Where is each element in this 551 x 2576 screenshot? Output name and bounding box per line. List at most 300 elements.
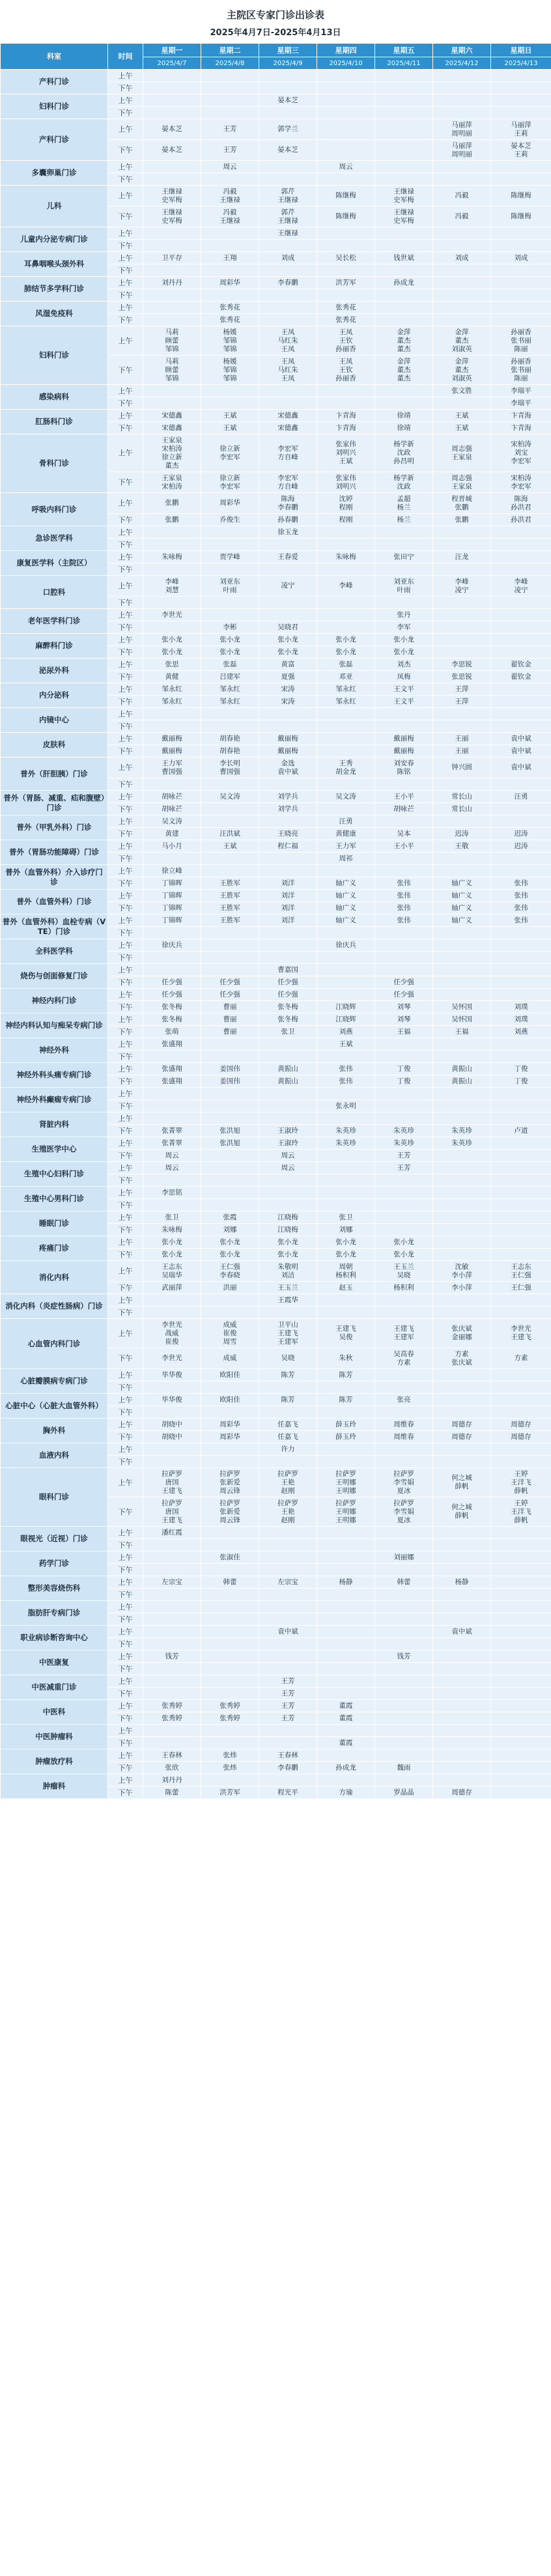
doctor-cell [375, 563, 433, 576]
doctor-cell: 朱咏梅 [143, 551, 201, 563]
doctor-cell [491, 1675, 551, 1688]
period-afternoon: 下午 [108, 1199, 143, 1211]
department-name: 肾脏内科 [1, 1112, 108, 1137]
doctor-cell [433, 1539, 491, 1551]
doctor-cell: 黄富 [259, 658, 317, 671]
doctor-cell [317, 119, 375, 140]
doctor-cell [201, 964, 259, 976]
doctor-cell: 王小平 [375, 840, 433, 853]
doctor-cell [143, 264, 201, 277]
doctor-cell [491, 609, 551, 621]
doctor-cell: 王春林 [143, 1749, 201, 1762]
period-morning: 上午 [108, 791, 143, 803]
doctor-cell [491, 720, 551, 733]
doctor-cell: 张秀婷 [143, 1700, 201, 1712]
doctor-cell: 孙成龙 [317, 1762, 375, 1774]
doctor-cell: 拉萨罗 王明娜 王明娜 [317, 1468, 375, 1497]
doctor-cell: 黄振山 [433, 1063, 491, 1075]
header-department: 科室 [1, 44, 108, 70]
period-afternoon: 下午 [108, 107, 143, 119]
doctor-cell [143, 1539, 201, 1551]
period-afternoon: 下午 [108, 1249, 143, 1261]
department-name: 心血管内科门诊 [1, 1319, 108, 1369]
doctor-cell: 李军 [375, 621, 433, 634]
doctor-cell [491, 803, 551, 815]
doctor-cell [201, 94, 259, 107]
doctor-cell [375, 397, 433, 410]
doctor-cell: 朱英珍 [317, 1125, 375, 1137]
doctor-cell [143, 240, 201, 252]
doctor-cell: 姜国伟 [201, 1063, 259, 1075]
period-afternoon: 下午 [108, 1051, 143, 1063]
department-name: 妇科门诊 [1, 94, 108, 119]
doctor-cell: 王仁强 [491, 1282, 551, 1294]
doctor-cell [201, 1539, 259, 1551]
doctor-cell: 袁中斌 [259, 1626, 317, 1638]
doctor-cell: 吴怀国 [433, 1001, 491, 1013]
doctor-cell: 王斌 [433, 422, 491, 434]
header-weekday: 星期二 [201, 44, 259, 57]
doctor-cell: 王霞华 [259, 1294, 317, 1307]
doctor-cell [201, 597, 259, 609]
doctor-cell: 贾学峰 [201, 551, 259, 563]
doctor-cell [433, 1663, 491, 1675]
schedule-row [1, 1038, 551, 1051]
doctor-cell [433, 815, 491, 828]
period-morning: 上午 [108, 434, 143, 472]
schedule-row [1, 1443, 551, 1456]
period-afternoon: 下午 [108, 563, 143, 576]
doctor-cell [375, 865, 433, 877]
period-afternoon: 下午 [108, 472, 143, 493]
doctor-cell [491, 1774, 551, 1787]
period-morning: 上午 [108, 757, 143, 778]
doctor-cell: 黄健康 [317, 828, 375, 840]
doctor-cell: 周德存 [433, 1787, 491, 1799]
doctor-cell: 周云 [259, 1162, 317, 1174]
doctor-cell [491, 1150, 551, 1162]
department-name: 普外（血管外科）门诊 [1, 890, 108, 914]
doctor-cell [375, 1211, 433, 1224]
doctor-cell [143, 314, 201, 326]
doctor-cell [491, 1712, 551, 1725]
schedule-row [1, 94, 551, 107]
doctor-cell [433, 1551, 491, 1564]
doctor-cell: 轴广义 [433, 902, 491, 914]
doctor-cell [491, 815, 551, 828]
doctor-cell: 吕建军 [201, 671, 259, 683]
doctor-cell: 张思 [143, 658, 201, 671]
doctor-cell [375, 927, 433, 939]
doctor-cell: 张洪旭 [201, 1137, 259, 1150]
doctor-cell [259, 708, 317, 720]
doctor-cell: 袁中斌 [491, 733, 551, 745]
doctor-cell [317, 1650, 375, 1663]
doctor-cell [317, 1088, 375, 1100]
schedule-row [1, 1369, 551, 1381]
doctor-cell: 孙洪君 [491, 514, 551, 526]
doctor-cell [491, 865, 551, 877]
doctor-cell [491, 1613, 551, 1626]
schedule-row [1, 526, 551, 539]
doctor-cell: 周彩华 [201, 1431, 259, 1443]
period-afternoon: 下午 [108, 1638, 143, 1650]
doctor-cell [259, 815, 317, 828]
doctor-cell [259, 952, 317, 964]
doctor-cell: 张冬梅 [143, 1013, 201, 1026]
doctor-cell [143, 1551, 201, 1564]
doctor-cell [491, 1601, 551, 1613]
doctor-cell: 丁锦晖 [143, 890, 201, 902]
doctor-cell: 宋德鑫 [259, 422, 317, 434]
doctor-cell: 黄建 [143, 828, 201, 840]
doctor-cell [491, 314, 551, 326]
doctor-cell [143, 1294, 201, 1307]
doctor-cell [201, 1638, 259, 1650]
doctor-cell [143, 1174, 201, 1187]
doctor-cell [143, 1406, 201, 1419]
doctor-cell [375, 1774, 433, 1787]
doctor-cell: 左宗宝 [143, 1576, 201, 1589]
period-afternoon: 下午 [108, 1431, 143, 1443]
doctor-cell [491, 778, 551, 791]
doctor-cell: 邹永红 [201, 683, 259, 696]
period-morning: 上午 [108, 1468, 143, 1497]
doctor-cell [259, 1650, 317, 1663]
department-name: 神经内科认知与痴呆专病门诊 [1, 1013, 108, 1038]
schedule-row [1, 551, 551, 563]
header-date: 2025/4/10 [317, 57, 375, 70]
period-afternoon: 下午 [108, 1406, 143, 1419]
period-afternoon: 下午 [108, 289, 143, 302]
period-morning: 上午 [108, 1187, 143, 1199]
doctor-cell: 李宏军 方自峰 [259, 472, 317, 493]
doctor-cell: 周彩华 [201, 277, 259, 289]
schedule-row [1, 227, 551, 240]
doctor-cell [317, 70, 375, 82]
doctor-cell: 张秀花 [317, 302, 375, 314]
doctor-cell [375, 240, 433, 252]
doctor-cell: 朱英珍 [433, 1125, 491, 1137]
doctor-cell: 张洪旭 [201, 1125, 259, 1137]
doctor-cell: 曹丽 [201, 1026, 259, 1038]
doctor-cell [491, 1236, 551, 1249]
doctor-cell [317, 1112, 375, 1125]
period-afternoon: 下午 [108, 1026, 143, 1038]
doctor-cell: 戴丽梅 [375, 733, 433, 745]
doctor-cell [433, 708, 491, 720]
doctor-cell: 吴高春 方素 [375, 1348, 433, 1369]
period-afternoon: 下午 [108, 671, 143, 683]
doctor-cell: 张秀婷 [201, 1712, 259, 1725]
department-name: 产科门诊 [1, 119, 108, 161]
doctor-cell [375, 1675, 433, 1688]
doctor-cell: 金萍 董杰 刘淑英 [433, 326, 491, 356]
department-name: 中医康复 [1, 1650, 108, 1675]
doctor-cell: 张小龙 [201, 1236, 259, 1249]
doctor-cell [433, 1527, 491, 1539]
doctor-cell [201, 227, 259, 240]
period-afternoon: 下午 [108, 1174, 143, 1187]
period-afternoon: 下午 [108, 597, 143, 609]
header-date: 2025/4/11 [375, 57, 433, 70]
doctor-cell [491, 1564, 551, 1576]
department-name: 心脏瓣膜病专病门诊 [1, 1369, 108, 1394]
doctor-cell: 张秀花 [317, 314, 375, 326]
doctor-cell [259, 1725, 317, 1737]
doctor-cell [375, 1712, 433, 1725]
doctor-cell: 刘丹丹 [143, 277, 201, 289]
doctor-cell [433, 526, 491, 539]
doctor-cell: 拉萨罗 王艳 赵刚 [259, 1468, 317, 1497]
doctor-cell [433, 1737, 491, 1749]
doctor-cell [201, 173, 259, 186]
doctor-cell [491, 277, 551, 289]
doctor-cell: 拉萨罗 张新爱 周云锋 [201, 1468, 259, 1497]
doctor-cell [201, 720, 259, 733]
doctor-cell: 胡晓中 [143, 1419, 201, 1431]
doctor-cell [433, 1088, 491, 1100]
schedule-row [1, 609, 551, 621]
doctor-cell [491, 94, 551, 107]
doctor-cell [433, 1150, 491, 1162]
period-morning: 上午 [108, 1443, 143, 1456]
doctor-cell [375, 815, 433, 828]
schedule-row [1, 1394, 551, 1406]
period-morning: 上午 [108, 865, 143, 877]
period-morning: 上午 [108, 1013, 143, 1026]
period-morning: 上午 [108, 1369, 143, 1381]
period-afternoon: 下午 [108, 621, 143, 634]
period-morning: 上午 [108, 493, 143, 514]
doctor-cell: 轴广义 [317, 890, 375, 902]
period-morning: 上午 [108, 161, 143, 173]
doctor-cell [375, 1527, 433, 1539]
period-morning: 上午 [108, 1112, 143, 1125]
doctor-cell: 张小龙 [317, 646, 375, 658]
doctor-cell [143, 227, 201, 240]
doctor-cell [491, 1539, 551, 1551]
doctor-cell: 李小萍 [433, 1282, 491, 1294]
period-afternoon: 下午 [108, 927, 143, 939]
doctor-cell: 董霞 [317, 1737, 375, 1749]
period-morning: 上午 [108, 1261, 143, 1282]
period-afternoon: 下午 [108, 1539, 143, 1551]
doctor-cell [433, 1406, 491, 1419]
doctor-cell [433, 621, 491, 634]
doctor-cell [317, 1675, 375, 1688]
doctor-cell: 袁中斌 [433, 1626, 491, 1638]
doctor-cell: 王建飞 吴俊 [317, 1319, 375, 1348]
doctor-cell [317, 526, 375, 539]
doctor-cell [433, 1224, 491, 1236]
doctor-cell [433, 1174, 491, 1187]
doctor-cell [491, 927, 551, 939]
schedule-row [1, 186, 551, 206]
doctor-cell [491, 539, 551, 551]
doctor-cell [491, 952, 551, 964]
doctor-cell: 王芳 [201, 119, 259, 140]
doctor-cell [201, 289, 259, 302]
doctor-cell [259, 1613, 317, 1626]
schedule-row [1, 1601, 551, 1613]
doctor-cell: 汪勇 [491, 791, 551, 803]
doctor-cell [491, 1112, 551, 1125]
doctor-cell [491, 1626, 551, 1638]
doctor-cell [491, 1456, 551, 1468]
doctor-cell [375, 385, 433, 397]
doctor-cell [201, 1187, 259, 1199]
doctor-cell [317, 1564, 375, 1576]
doctor-cell: 任少强 [143, 976, 201, 989]
doctor-cell [317, 1749, 375, 1762]
doctor-cell: 王萍 [433, 683, 491, 696]
period-morning: 上午 [108, 1236, 143, 1249]
doctor-cell [375, 1381, 433, 1394]
doctor-cell [143, 1100, 201, 1112]
period-afternoon: 下午 [108, 1001, 143, 1013]
doctor-cell [491, 227, 551, 240]
doctor-cell [375, 1100, 433, 1112]
page-title: 主院区专家门诊出诊表 [226, 9, 324, 21]
doctor-cell: 拉萨罗 李雪娟 夏冰 [375, 1497, 433, 1527]
doctor-cell: 陈芳 [259, 1369, 317, 1381]
period-afternoon: 下午 [108, 720, 143, 733]
doctor-cell [375, 1294, 433, 1307]
doctor-cell [201, 1613, 259, 1626]
doctor-cell: 李春鹏 [259, 277, 317, 289]
doctor-cell [491, 551, 551, 563]
doctor-cell [491, 1737, 551, 1749]
period-afternoon: 下午 [108, 646, 143, 658]
header-weekday: 星期六 [433, 44, 491, 57]
doctor-cell: 张秀婷 [201, 1700, 259, 1712]
doctor-cell [433, 1601, 491, 1613]
doctor-cell [375, 264, 433, 277]
doctor-cell: 邹永红 [143, 696, 201, 708]
doctor-cell [433, 597, 491, 609]
doctor-cell [259, 289, 317, 302]
department-name: 烧伤与创面修复门诊 [1, 964, 108, 989]
doctor-cell: 刘杰 [375, 658, 433, 671]
doctor-cell [491, 1224, 551, 1236]
doctor-cell: 胡春艳 [201, 745, 259, 757]
doctor-cell [143, 82, 201, 94]
period-afternoon: 下午 [108, 976, 143, 989]
doctor-cell: 任少强 [143, 989, 201, 1001]
doctor-cell: 周云 [201, 161, 259, 173]
doctor-cell [201, 708, 259, 720]
doctor-cell: 程仁福 [259, 840, 317, 853]
doctor-cell [491, 853, 551, 865]
title-block [0, 0, 551, 43]
doctor-cell [491, 989, 551, 1001]
doctor-cell [317, 173, 375, 186]
doctor-cell: 陈蕾 [143, 1787, 201, 1799]
schedule-row [1, 434, 551, 472]
doctor-cell: 李峰 [317, 576, 375, 597]
doctor-cell: 宋涛 [259, 696, 317, 708]
doctor-cell [143, 563, 201, 576]
doctor-cell: 张淑佳 [201, 1551, 259, 1564]
doctor-cell [491, 173, 551, 186]
doctor-cell [375, 1051, 433, 1063]
doctor-cell: 欧阳佳 [201, 1369, 259, 1381]
doctor-cell [259, 1088, 317, 1100]
period-morning: 上午 [108, 526, 143, 539]
doctor-cell: 薛玉玲 [317, 1431, 375, 1443]
period-morning: 上午 [108, 186, 143, 206]
doctor-cell: 轴广义 [317, 877, 375, 890]
schedule-row [1, 493, 551, 514]
doctor-cell: 张伟 [375, 902, 433, 914]
department-name: 生殖中心男科门诊 [1, 1187, 108, 1211]
schedule-row [1, 865, 551, 877]
doctor-cell [375, 314, 433, 326]
period-morning: 上午 [108, 1749, 143, 1762]
doctor-cell [433, 634, 491, 646]
doctor-cell [259, 1051, 317, 1063]
doctor-cell [201, 1737, 259, 1749]
doctor-cell: 拉萨罗 唐国 王建飞 [143, 1497, 201, 1527]
doctor-cell: 孙春鹏 [259, 514, 317, 526]
doctor-cell [201, 1527, 259, 1539]
doctor-cell [317, 952, 375, 964]
doctor-cell [433, 1211, 491, 1224]
period-morning: 上午 [108, 1700, 143, 1712]
doctor-cell: 迟涛 [433, 828, 491, 840]
department-name: 眼科门诊 [1, 1468, 108, 1527]
doctor-cell [433, 1051, 491, 1063]
period-morning: 上午 [108, 1063, 143, 1075]
doctor-cell: 常长山 [433, 791, 491, 803]
schedule-row [1, 1137, 551, 1150]
doctor-cell [433, 646, 491, 658]
doctor-cell [259, 563, 317, 576]
doctor-cell [201, 1051, 259, 1063]
doctor-cell [491, 683, 551, 696]
doctor-cell [317, 865, 375, 877]
doctor-cell: 张田宁 [375, 551, 433, 563]
doctor-cell [433, 1038, 491, 1051]
doctor-cell: 刘琴 [375, 1013, 433, 1026]
doctor-cell [433, 1700, 491, 1712]
doctor-cell: 张伟 [375, 890, 433, 902]
doctor-cell [433, 1638, 491, 1650]
doctor-cell: 晏本芝 王莉 [491, 140, 551, 161]
period-afternoon: 下午 [108, 356, 143, 385]
doctor-cell: 胡晓中 [143, 1431, 201, 1443]
doctor-cell: 张小龙 [143, 1249, 201, 1261]
doctor-cell: 洪芳军 [201, 1787, 259, 1799]
doctor-cell: 冯毅 王继禄 [201, 186, 259, 206]
doctor-cell [201, 815, 259, 828]
doctor-cell: 丁锦晖 [143, 914, 201, 927]
doctor-cell: 戴丽梅 [143, 745, 201, 757]
doctor-cell [491, 1137, 551, 1150]
doctor-cell [375, 964, 433, 976]
period-afternoon: 下午 [108, 1762, 143, 1774]
doctor-cell [317, 1381, 375, 1394]
schedule-row [1, 733, 551, 745]
doctor-cell [375, 778, 433, 791]
doctor-cell [201, 1650, 259, 1663]
period-afternoon: 下午 [108, 952, 143, 964]
doctor-cell [201, 1150, 259, 1162]
doctor-cell: 李春鹏 [259, 1762, 317, 1774]
doctor-cell: 王志东 吴瑞华 [143, 1261, 201, 1282]
doctor-cell [317, 264, 375, 277]
